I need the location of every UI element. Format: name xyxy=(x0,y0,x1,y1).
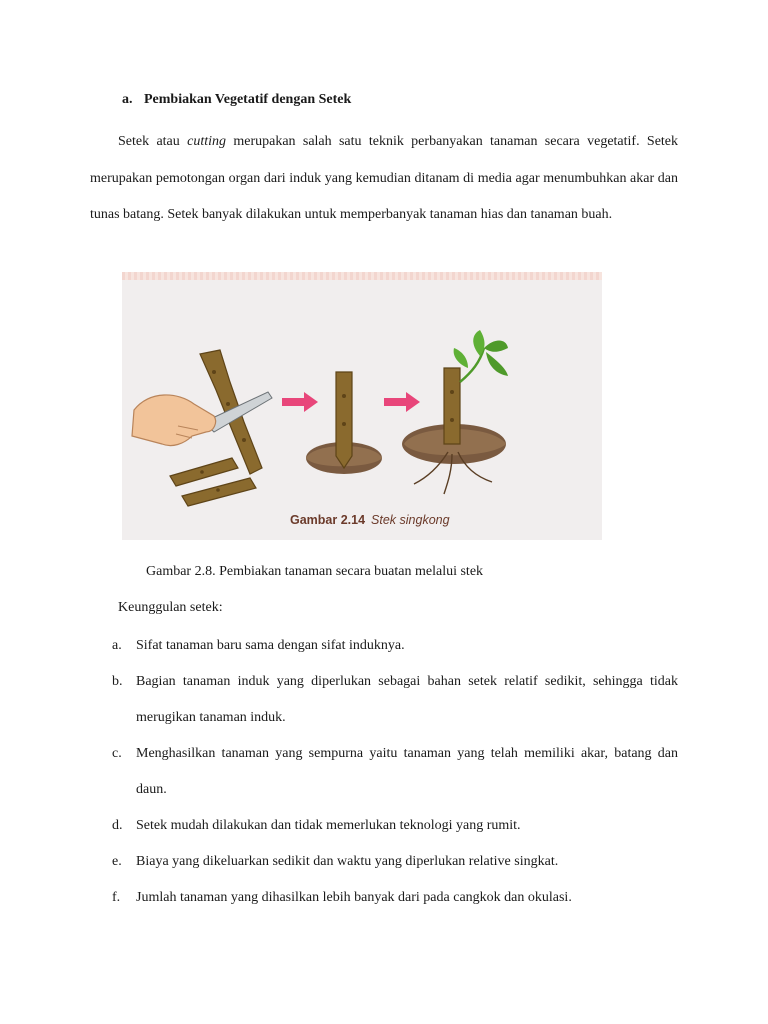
list-marker: a. xyxy=(112,638,122,653)
planted-cutting-illustration xyxy=(306,372,382,474)
list-marker: d. xyxy=(112,818,123,833)
paragraph-part1: Setek atau xyxy=(118,134,188,149)
figure-label xyxy=(290,513,450,527)
list-item-text: Biaya yang dikeluarkan sedikit dan waktu yang diperlukan relative singkat. xyxy=(136,854,559,869)
figure-caption: Gambar 2.8. Pembiakan tanaman secara buatan melalui stek xyxy=(146,564,484,579)
list-item xyxy=(90,628,678,664)
list-marker: e. xyxy=(112,854,122,869)
list-item xyxy=(90,808,678,844)
list-marker: b. xyxy=(112,674,123,689)
list-item xyxy=(90,880,678,916)
list-marker: f. xyxy=(112,890,121,905)
list-marker: c. xyxy=(112,746,122,761)
cassava-cutting-figure xyxy=(122,272,602,540)
list-item-text: Bagian tanaman induk yang diperlukan sebagai bahan setek relatif sedikit, sehingga tidak merugikan tanaman induk. xyxy=(136,674,678,725)
list-item-text: Jumlah tanaman yang dihasilkan lebih banyak dari pada cangkok dan okulasi. xyxy=(136,890,572,905)
intro-paragraph xyxy=(90,124,678,234)
heading-title: Pembiakan Vegetatif dengan Setek xyxy=(144,92,352,107)
figure-illustration xyxy=(122,272,602,540)
advantages-list xyxy=(90,628,678,916)
heading-letter: a. xyxy=(122,92,133,107)
section-heading xyxy=(122,92,351,108)
list-item-text: Sifat tanaman baru sama dengan sifat induknya. xyxy=(136,638,405,653)
list-item xyxy=(90,664,678,736)
list-item-text: Menghasilkan tanaman yang sempurna yaitu tanaman yang telah memiliki akar, batang dan daun. xyxy=(136,746,678,797)
paragraph-italic: cutting xyxy=(187,134,226,149)
advantages-title: Keunggulan setek: xyxy=(118,600,223,615)
list-item xyxy=(90,736,678,808)
sprouting-plant-illustration xyxy=(402,330,508,494)
list-item xyxy=(90,844,678,880)
paragraph-part2: merupakan salah satu teknik perbanyakan tanaman secara vegetatif. Setek merupakan pemotongan organ dari induk yang kemudian ditanam di media agar menumbuhkan akar dan tunas batang. Setek banyak dilakukan untuk memperbanyak tanaman hias dan tanaman buah. xyxy=(90,134,679,222)
list-item-text: Setek mudah dilakukan dan tidak memerlukan teknologi yang rumit. xyxy=(136,818,521,833)
figure-label-sub: Stek singkong xyxy=(371,513,450,527)
arrow-right-icon xyxy=(282,392,318,412)
figure-label-number: Gambar 2.14 xyxy=(290,513,366,527)
arrow-right-icon xyxy=(384,392,420,412)
hand-knife-illustration xyxy=(132,350,272,506)
